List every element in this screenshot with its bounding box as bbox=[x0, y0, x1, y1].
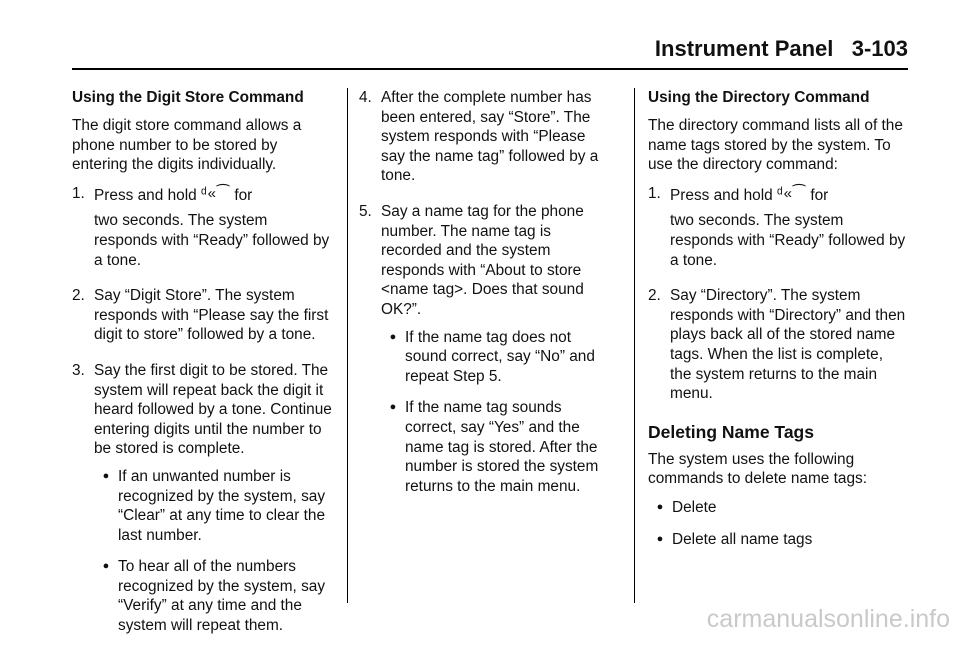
step-2 bbox=[72, 286, 334, 351]
bullet-icon: ● bbox=[656, 532, 664, 545]
talk-button-icon: ᵈ bbox=[200, 184, 208, 202]
step-text: Say a name tag for the phone number. The name tag is recorded and the system responds with “About to store <name tag>. Does that sound OK?”. bbox=[381, 202, 584, 318]
bullet-list bbox=[648, 498, 906, 549]
step-2 bbox=[648, 286, 906, 410]
column-3 bbox=[648, 88, 906, 561]
list-item: ● Delete all name tags bbox=[648, 530, 906, 550]
list-item: ● If an unwanted number is recognized by the system, say “Clear” at any time to clear the last number. bbox=[94, 467, 334, 545]
step-5 bbox=[359, 202, 609, 508]
list-item: ● If the name tag sounds correct, say “Yes” and the name tag is stored. After the number is stored the system returns to the main menu. bbox=[381, 398, 609, 496]
step-text: After the complete number has been entered, say “Store”. The system responds with “Please say the name tag” followed by a tone. bbox=[381, 89, 599, 185]
list-item: ● To hear all of the numbers recognized by the system, say “Verify” at any time and the system will repeat them. bbox=[94, 557, 334, 635]
list-item: ● Delete bbox=[648, 498, 906, 518]
column-2 bbox=[359, 88, 609, 518]
step-number: 3. bbox=[72, 361, 85, 379]
step-4 bbox=[359, 88, 609, 192]
page-title: Instrument Panel 3-103 bbox=[654, 36, 908, 61]
step-number: 1. bbox=[648, 184, 661, 202]
step-number: 4. bbox=[359, 89, 372, 106]
step-number: 2. bbox=[648, 287, 661, 305]
bullet-icon: ● bbox=[102, 469, 110, 482]
section-heading-large: Deleting Name Tags bbox=[648, 421, 814, 442]
step-text-suffix: for bbox=[234, 186, 253, 204]
bullet-list bbox=[381, 328, 609, 497]
bullet-icon: ● bbox=[389, 330, 397, 343]
step-text-cont: two seconds. The system responds with “Ready” followed by a tone. bbox=[94, 212, 330, 269]
voice-wave-icon: «⁀ bbox=[783, 184, 807, 202]
paragraph: The directory command lists all of the name tags stored by the system. To use the directory command: bbox=[648, 117, 903, 174]
step-text bbox=[670, 184, 906, 206]
column-divider bbox=[347, 88, 348, 603]
step-number: 5. bbox=[359, 202, 372, 220]
watermark-text: carmanualsonline.info bbox=[706, 605, 950, 633]
step-text: Say “Digit Store”. The system responds with “Please say the first digit to store” followed by a tone. bbox=[94, 287, 329, 344]
step-text-cont: two seconds. The system responds with “Ready” followed by a tone. bbox=[670, 212, 906, 269]
bullet-icon: ● bbox=[102, 560, 110, 573]
talk-button-icon: ᵈ bbox=[776, 184, 784, 202]
step-1 bbox=[648, 184, 906, 276]
step-text: Say “Directory”. The system responds with “Directory” and then plays back all of the stored name tags. When the list is complete, the system returns to the main menu. bbox=[670, 287, 906, 403]
bullet-icon: ● bbox=[656, 500, 664, 513]
step-text-suffix: for bbox=[810, 186, 829, 204]
bullet-list bbox=[94, 467, 334, 636]
step-text-prefix: Press and hold bbox=[670, 186, 773, 204]
paragraph: The digit store command allows a phone number to be stored by entering the digits individually. bbox=[72, 117, 302, 174]
step-text-prefix: Press and hold bbox=[94, 186, 197, 204]
step-text bbox=[94, 184, 334, 206]
step-1 bbox=[72, 184, 334, 276]
step-number: 2. bbox=[72, 287, 85, 305]
bullet-icon: ● bbox=[389, 401, 397, 414]
step-number: 1. bbox=[72, 184, 85, 202]
list-item: ● If the name tag does not sound correct, say “No” and repeat Step 5. bbox=[381, 328, 609, 387]
paragraph: The system uses the following commands to delete name tags: bbox=[648, 450, 868, 488]
step-text: Say the first digit to be stored. The system will repeat back the digit it heard followed by a tone. Continue entering digits until the number to be stored is complete. bbox=[94, 361, 332, 458]
section-heading: Using the Digit Store Command bbox=[72, 89, 304, 106]
section-heading: Using the Directory Command bbox=[648, 89, 870, 106]
column-divider bbox=[634, 88, 635, 603]
step-3 bbox=[72, 361, 334, 648]
column-1 bbox=[72, 88, 334, 658]
voice-wave-icon: «⁀ bbox=[207, 184, 231, 202]
page-header bbox=[72, 34, 908, 70]
